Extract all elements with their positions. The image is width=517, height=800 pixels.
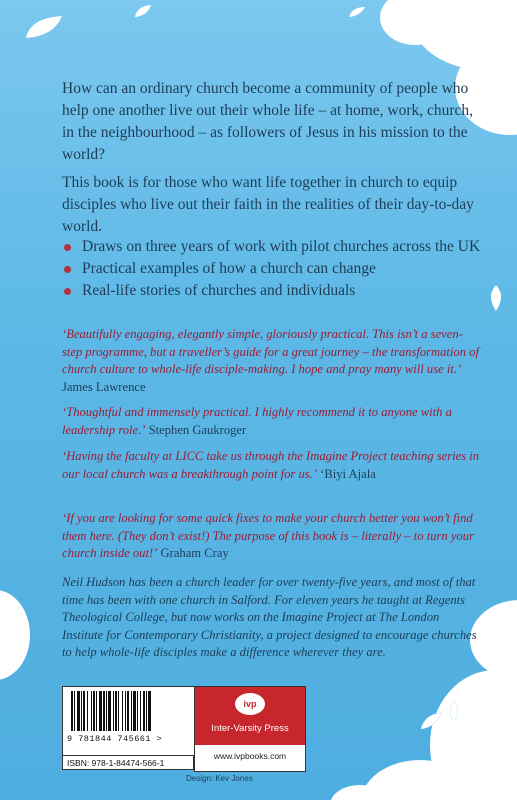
quote-text: ‘If you are looking for some quick fixes to make your church better you won’t find them here. (They don’t exist!) The purpose of this book is – literally – to turn your church inside out!’ <box>62 511 474 560</box>
leaf-icon <box>134 4 152 18</box>
quote-author: James Lawrence <box>62 379 146 394</box>
feature-list <box>62 236 482 302</box>
endorsement-quote <box>62 404 482 439</box>
leaf-icon <box>446 700 462 722</box>
intro-paragraph: How can an ordinary church become a community of people who help one another live out their whole life – at home, work, church, in the neighbourhood – as followers of Jesus in his mission to the world? <box>62 80 474 163</box>
list-item: Draws on three years of work with pilot churches across the UK <box>62 236 482 258</box>
publisher-logo: ivp <box>235 693 265 715</box>
publisher-name: Inter-Varsity Press <box>211 723 289 734</box>
bullet-icon <box>64 288 71 295</box>
quote-text: ‘Beautifully engaging, elegantly simple, gloriously practical. This isn’t a seven-step programme, but a traveller’s guide for a great journey – the transformation of church culture to whole-life disciple-making. I hope and pray many will use it.’ <box>62 327 479 376</box>
endorsement-quote <box>62 448 482 483</box>
leaf-icon <box>486 284 506 312</box>
author-bio: Neil Hudson has been a church leader for over twenty-five years, and most of that time has been with one church in Salford. For eleven years he taught at Regents Theological College, but now works on the Imagine Project at The London Institute for Contemporary Christianity, a project designed to encourage churches to help whole-life disciples make a difference wherever they are. <box>62 575 477 659</box>
leaf-icon <box>348 6 366 18</box>
leaf-icon <box>420 712 442 730</box>
barcode <box>62 686 196 756</box>
quote-author: Graham Cray <box>160 546 229 560</box>
publisher-website: www.ivpbooks.com <box>213 751 287 761</box>
leaf-icon <box>24 14 64 40</box>
isbn-label: ISBN: 978-1-84474-566-1 <box>62 756 194 770</box>
list-item: Real-life stories of churches and individuals <box>62 280 482 302</box>
publisher-block <box>194 686 306 772</box>
endorsement-quote <box>62 510 482 563</box>
design-credit: Design: Kev Jones <box>186 774 253 783</box>
quote-author: ‘Biyi Ajala <box>320 466 376 481</box>
lead-paragraph: This book is for those who want life together in church to equip disciples who live out their faith in the realities of their day-to-day world. <box>62 174 474 235</box>
endorsement-quote <box>62 326 482 396</box>
barcode-digits: 9 781844 745661 > <box>67 734 163 744</box>
list-item: Practical examples of how a church can change <box>62 258 482 280</box>
publisher-banner <box>195 687 305 745</box>
quote-author: Stephen Gaukroger <box>148 422 247 437</box>
bullet-icon <box>64 244 71 251</box>
quote-text: ‘Thoughtful and immensely practical. I highly recommend it to anyone with a leadership role.’ <box>62 405 452 437</box>
quote-text: ‘Having the faculty at LICC take us through the Imagine Project teaching series in our local church was a breakthrough point for us.’ <box>62 449 480 481</box>
bullet-icon <box>64 266 71 273</box>
barcode-icon <box>69 691 189 733</box>
